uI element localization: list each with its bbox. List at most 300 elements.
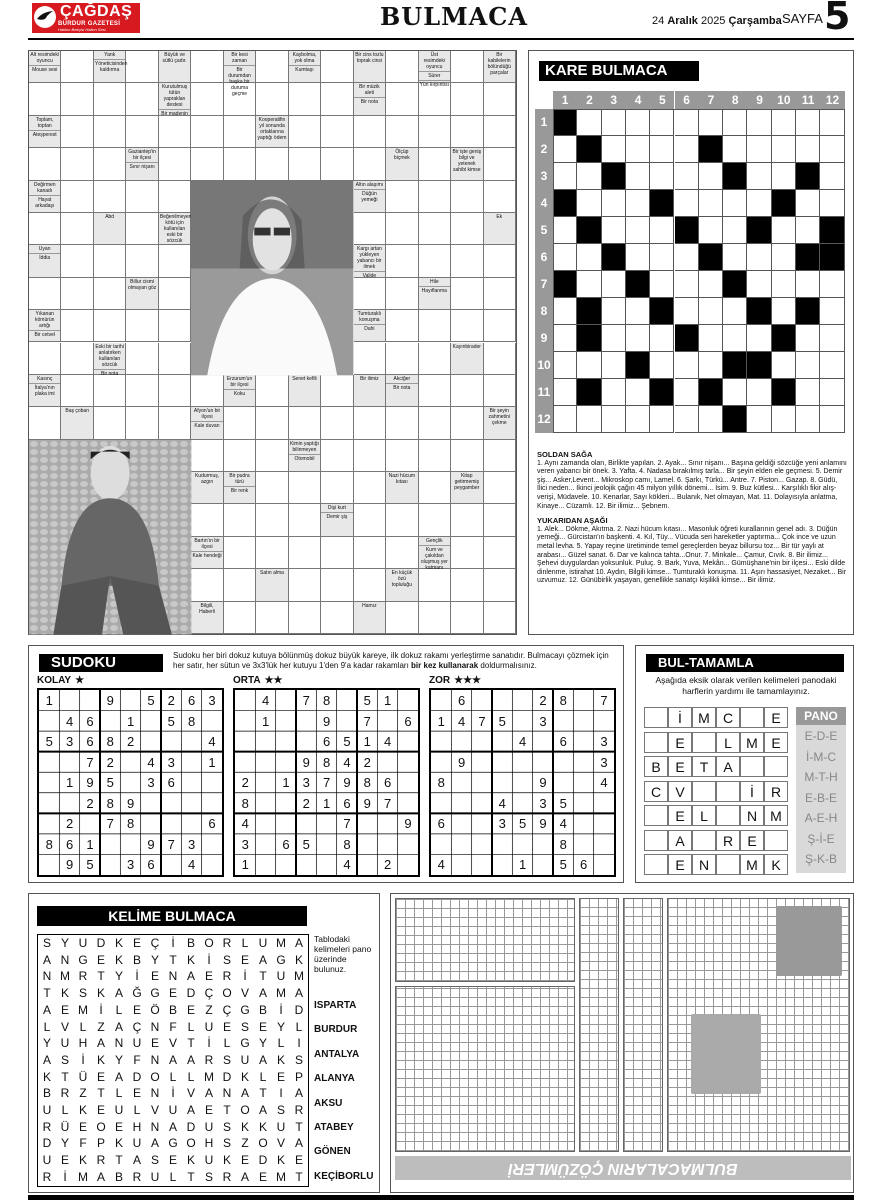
crossword-answer-cell[interactable] — [451, 537, 483, 569]
word-search-letter[interactable]: M — [294, 969, 304, 984]
word-search-letter[interactable]: L — [79, 1019, 87, 1034]
word-search-letter[interactable]: A — [42, 1052, 51, 1067]
word-search-letter[interactable]: İ — [135, 969, 139, 984]
crossword-answer-cell[interactable] — [61, 116, 93, 148]
sudoku-empty-cell[interactable] — [533, 752, 554, 773]
word-search-letter[interactable]: A — [204, 1086, 213, 1101]
crossword-answer-cell[interactable] — [354, 504, 386, 536]
word-search-letter[interactable]: G — [276, 952, 286, 967]
crossword-answer-cell[interactable] — [484, 181, 516, 213]
word-search-letter[interactable]: K — [186, 1153, 195, 1168]
crossword-answer-cell[interactable] — [354, 440, 386, 472]
sudoku-empty-cell[interactable] — [472, 752, 493, 773]
sudoku-empty-cell[interactable] — [594, 711, 615, 732]
bul-tamamla-blank[interactable] — [716, 781, 740, 802]
word-search-letter[interactable]: S — [222, 1052, 231, 1067]
word-search-letter[interactable]: S — [42, 936, 51, 950]
crossword-answer-cell[interactable] — [484, 148, 516, 180]
word-search-letter[interactable]: D — [222, 1069, 232, 1084]
word-search-letter[interactable]: P — [96, 1136, 105, 1151]
word-search-letter[interactable]: E — [96, 1069, 105, 1084]
word-search-letter[interactable]: E — [258, 1019, 267, 1034]
word-search-letter[interactable]: R — [204, 1052, 214, 1067]
crossword-answer-cell[interactable] — [386, 537, 418, 569]
bul-tamamla-blank[interactable] — [740, 707, 764, 728]
sudoku-empty-cell[interactable] — [276, 731, 297, 752]
sudoku-empty-cell[interactable] — [255, 731, 276, 752]
crossword-answer-cell[interactable] — [484, 83, 516, 115]
sudoku-empty-cell[interactable] — [451, 813, 472, 834]
word-search-letter[interactable]: Y — [276, 1019, 285, 1034]
word-search-letter[interactable]: B — [132, 952, 141, 967]
sudoku-empty-cell[interactable] — [39, 711, 60, 732]
word-search-letter[interactable]: E — [132, 1002, 141, 1017]
word-search-letter[interactable]: P — [294, 1069, 303, 1084]
crossword-answer-cell[interactable] — [386, 181, 418, 213]
word-search-letter[interactable]: N — [42, 969, 52, 984]
word-search-letter[interactable]: E — [132, 1086, 141, 1101]
word-search-letter[interactable]: K — [60, 986, 69, 1001]
word-search-letter[interactable]: E — [240, 1153, 249, 1168]
crossword-answer-cell[interactable] — [126, 310, 158, 342]
sudoku-empty-cell[interactable] — [398, 752, 419, 773]
word-search-letter[interactable]: L — [43, 1019, 51, 1034]
sudoku-empty-cell[interactable] — [451, 854, 472, 875]
sudoku-empty-cell[interactable] — [235, 690, 256, 711]
word-search-letter[interactable]: S — [222, 1136, 231, 1151]
word-search-letter[interactable]: R — [294, 1103, 304, 1117]
word-search-letter[interactable]: O — [222, 986, 232, 1001]
sudoku-empty-cell[interactable] — [472, 793, 493, 814]
word-search-letter[interactable]: A — [258, 952, 267, 967]
sudoku-empty-cell[interactable] — [451, 834, 472, 855]
sudoku-empty-cell[interactable] — [357, 854, 378, 875]
word-search-letter[interactable]: A — [114, 1069, 123, 1084]
crossword-answer-cell[interactable] — [321, 602, 353, 634]
crossword-answer-cell[interactable] — [484, 537, 516, 569]
word-search-letter[interactable]: U — [42, 1103, 52, 1117]
crossword-answer-cell[interactable] — [419, 407, 451, 439]
sudoku-empty-cell[interactable] — [296, 731, 317, 752]
crossword-answer-cell[interactable] — [224, 83, 256, 115]
sudoku-empty-cell[interactable] — [573, 711, 594, 732]
word-search-letter[interactable]: İ — [171, 1086, 175, 1101]
sudoku-empty-cell[interactable] — [316, 813, 337, 834]
bul-tamamla-blank[interactable] — [764, 830, 788, 851]
sudoku-empty-cell[interactable] — [120, 690, 141, 711]
crossword-answer-cell[interactable] — [224, 602, 256, 634]
crossword-answer-cell[interactable] — [126, 213, 158, 245]
word-search-letter[interactable]: F — [169, 1019, 177, 1034]
sudoku-empty-cell[interactable] — [39, 752, 60, 773]
word-search-letter[interactable]: K — [78, 1103, 87, 1117]
word-search-letter[interactable]: K — [258, 1119, 267, 1134]
crossword-answer-cell[interactable] — [451, 245, 483, 277]
word-search-letter[interactable]: A — [150, 1136, 159, 1151]
word-search-letter[interactable]: L — [169, 1169, 177, 1184]
crossword-answer-cell[interactable] — [321, 569, 353, 601]
crossword-answer-cell[interactable] — [256, 407, 288, 439]
bul-tamamla-blank[interactable] — [692, 732, 716, 753]
word-search-letter[interactable]: Y — [42, 1036, 51, 1051]
word-search-letter[interactable]: L — [115, 1086, 123, 1101]
crossword-answer-cell[interactable] — [289, 537, 321, 569]
word-search-letter[interactable]: E — [186, 1002, 195, 1017]
word-search-letter[interactable]: T — [223, 1103, 231, 1117]
word-search-letter[interactable]: F — [79, 1136, 87, 1151]
word-search-letter[interactable]: F — [133, 1052, 141, 1067]
crossword-answer-cell[interactable] — [289, 83, 321, 115]
word-search-letter[interactable]: T — [115, 1153, 123, 1168]
word-search-letter[interactable]: S — [78, 986, 87, 1001]
sudoku-empty-cell[interactable] — [512, 690, 533, 711]
sudoku-empty-cell[interactable] — [296, 854, 317, 875]
crossword-answer-cell[interactable] — [256, 537, 288, 569]
sudoku-empty-cell[interactable] — [553, 752, 574, 773]
word-search-letter[interactable]: T — [97, 1086, 105, 1101]
crossword-answer-cell[interactable] — [321, 116, 353, 148]
sudoku-empty-cell[interactable] — [451, 793, 472, 814]
crossword-answer-cell[interactable] — [354, 116, 386, 148]
word-search-letter[interactable]: A — [294, 1136, 303, 1151]
sudoku-empty-cell[interactable] — [255, 834, 276, 855]
crossword-answer-cell[interactable] — [321, 407, 353, 439]
crossword-answer-cell[interactable] — [94, 407, 126, 439]
crossword-answer-cell[interactable] — [354, 407, 386, 439]
crossword-answer-cell[interactable] — [354, 472, 386, 504]
crossword-answer-cell[interactable] — [451, 51, 483, 83]
crossword-answer-cell[interactable] — [191, 440, 223, 472]
crossword-answer-cell[interactable] — [321, 472, 353, 504]
sudoku-empty-cell[interactable] — [120, 834, 141, 855]
word-search-letter[interactable]: K — [114, 952, 123, 967]
crossword-answer-cell[interactable] — [191, 504, 223, 536]
word-search-letter[interactable]: U — [204, 1119, 214, 1134]
word-search-letter[interactable]: M — [78, 1002, 88, 1017]
word-search-letter[interactable]: T — [187, 1169, 195, 1184]
sudoku-empty-cell[interactable] — [472, 731, 493, 752]
word-search-letter[interactable]: D — [258, 1153, 268, 1168]
word-search-letter[interactable]: N — [150, 1119, 160, 1134]
word-search-letter[interactable]: İ — [243, 969, 247, 984]
word-search-letter[interactable]: L — [295, 1019, 303, 1034]
crossword-answer-cell[interactable] — [224, 116, 256, 148]
word-search-letter[interactable]: Ğ — [132, 986, 142, 1001]
crossword-answer-cell[interactable] — [321, 537, 353, 569]
word-search-letter[interactable]: Y — [60, 1136, 69, 1151]
crossword-answer-cell[interactable] — [191, 148, 223, 180]
sudoku-empty-cell[interactable] — [296, 813, 317, 834]
sudoku-empty-cell[interactable] — [255, 813, 276, 834]
crossword-answer-cell[interactable] — [126, 375, 158, 407]
crossword-answer-cell[interactable] — [224, 504, 256, 536]
sudoku-empty-cell[interactable] — [451, 731, 472, 752]
crossword-answer-cell[interactable] — [159, 343, 191, 375]
crossword-answer-cell[interactable] — [484, 116, 516, 148]
word-search-letter[interactable]: K — [78, 1153, 87, 1168]
crossword-answer-cell[interactable] — [159, 116, 191, 148]
word-search-letter[interactable]: U — [276, 969, 286, 984]
word-search-letter[interactable]: R — [132, 1169, 142, 1184]
sudoku-empty-cell[interactable] — [594, 854, 615, 875]
crossword-answer-cell[interactable] — [289, 602, 321, 634]
sudoku-empty-cell[interactable] — [472, 854, 493, 875]
crossword-answer-cell[interactable] — [419, 504, 451, 536]
sudoku-empty-cell[interactable] — [100, 834, 121, 855]
crossword-answer-cell[interactable] — [224, 407, 256, 439]
crossword-answer-cell[interactable] — [451, 181, 483, 213]
crossword-answer-cell[interactable] — [354, 537, 386, 569]
crossword-answer-cell[interactable] — [256, 148, 288, 180]
sudoku-empty-cell[interactable] — [161, 793, 182, 814]
word-search-letter[interactable]: M — [60, 969, 70, 984]
sudoku-empty-cell[interactable] — [39, 793, 60, 814]
word-search-letter[interactable]: S — [222, 952, 231, 967]
word-search-letter[interactable]: I — [279, 1086, 283, 1101]
sudoku-empty-cell[interactable] — [512, 793, 533, 814]
crossword-answer-cell[interactable] — [61, 278, 93, 310]
crossword-answer-cell[interactable] — [484, 504, 516, 536]
sudoku-empty-cell[interactable] — [431, 752, 452, 773]
sudoku-empty-cell[interactable] — [573, 772, 594, 793]
sudoku-empty-cell[interactable] — [316, 834, 337, 855]
sudoku-empty-cell[interactable] — [141, 793, 162, 814]
word-search-letter[interactable]: E — [204, 969, 213, 984]
crossword-answer-cell[interactable] — [484, 472, 516, 504]
word-search-letter[interactable]: K — [276, 1052, 285, 1067]
crossword-answer-cell[interactable] — [386, 278, 418, 310]
word-search-letter[interactable]: V — [168, 1036, 177, 1051]
crossword-answer-cell[interactable] — [289, 407, 321, 439]
crossword-answer-cell[interactable] — [386, 602, 418, 634]
word-search-letter[interactable]: Ü — [60, 1119, 70, 1134]
crossword-answer-cell[interactable] — [256, 51, 288, 83]
crossword-answer-cell[interactable] — [419, 440, 451, 472]
crossword-answer-cell[interactable] — [126, 181, 158, 213]
word-search-letter[interactable]: İ — [207, 1036, 211, 1051]
word-search-letter[interactable]: Z — [79, 1086, 87, 1101]
word-search-letter[interactable]: L — [61, 1103, 69, 1117]
word-search-letter[interactable]: Z — [205, 1002, 213, 1017]
word-search-letter[interactable]: E — [294, 1153, 303, 1168]
crossword-answer-cell[interactable] — [451, 83, 483, 115]
word-search-letter[interactable]: D — [186, 986, 196, 1001]
word-search-letter[interactable]: T — [61, 1069, 69, 1084]
word-search-letter[interactable]: A — [294, 1086, 303, 1101]
crossword-answer-cell[interactable] — [484, 310, 516, 342]
crossword-answer-cell[interactable] — [126, 343, 158, 375]
crossword-answer-cell[interactable] — [289, 148, 321, 180]
word-search-letter[interactable]: L — [115, 1002, 123, 1017]
word-search-letter[interactable]: T — [259, 969, 267, 984]
word-search-letter[interactable]: A — [240, 1086, 249, 1101]
word-search-letter[interactable]: V — [276, 1136, 285, 1151]
crossword-answer-cell[interactable] — [386, 51, 418, 83]
sudoku-empty-cell[interactable] — [120, 772, 141, 793]
bul-tamamla-blank[interactable] — [716, 805, 740, 826]
word-search-letter[interactable]: O — [258, 1136, 268, 1151]
crossword-answer-cell[interactable] — [419, 245, 451, 277]
crossword-answer-cell[interactable] — [451, 116, 483, 148]
word-search-letter[interactable]: A — [186, 1103, 195, 1117]
crossword-answer-cell[interactable] — [484, 440, 516, 472]
word-search-letter[interactable]: Y — [114, 1052, 123, 1067]
word-search-letter[interactable]: L — [223, 1036, 231, 1051]
word-search-letter[interactable]: M — [78, 1169, 88, 1184]
word-search-letter[interactable]: M — [276, 986, 286, 1001]
sudoku-empty-cell[interactable] — [492, 854, 513, 875]
word-search-letter[interactable]: D — [96, 936, 106, 950]
sudoku-empty-cell[interactable] — [276, 813, 297, 834]
sudoku-empty-cell[interactable] — [512, 752, 533, 773]
word-search-letter[interactable]: A — [294, 986, 303, 1001]
crossword-answer-cell[interactable] — [159, 310, 191, 342]
word-search-letter[interactable]: K — [240, 1119, 249, 1134]
crossword-answer-cell[interactable] — [159, 278, 191, 310]
word-search-letter[interactable]: E — [132, 936, 141, 950]
word-search-letter[interactable]: A — [114, 986, 123, 1001]
word-search-letter[interactable]: H — [78, 1036, 88, 1051]
crossword-answer-cell[interactable] — [159, 181, 191, 213]
word-search-letter[interactable]: A — [114, 1019, 123, 1034]
bul-tamamla-blank[interactable] — [644, 830, 668, 851]
crossword-answer-cell[interactable] — [451, 278, 483, 310]
crossword-answer-cell[interactable] — [289, 472, 321, 504]
word-search-letter[interactable]: G — [168, 1136, 178, 1151]
sudoku-empty-cell[interactable] — [255, 772, 276, 793]
sudoku-empty-cell[interactable] — [512, 772, 533, 793]
crossword-answer-cell[interactable] — [386, 343, 418, 375]
word-search-letter[interactable]: H — [132, 1119, 142, 1134]
crossword-answer-cell[interactable] — [419, 569, 451, 601]
word-search-letter[interactable]: E — [276, 1069, 285, 1084]
sudoku-empty-cell[interactable] — [39, 854, 60, 875]
crossword-answer-cell[interactable] — [419, 343, 451, 375]
word-search-letter[interactable]: M — [276, 936, 286, 950]
word-search-letter[interactable]: K — [186, 952, 195, 967]
word-search-letter[interactable]: A — [42, 952, 51, 967]
crossword-answer-cell[interactable] — [191, 569, 223, 601]
sudoku-empty-cell[interactable] — [431, 731, 452, 752]
word-search-letter[interactable]: G — [240, 1036, 250, 1051]
sudoku-empty-cell[interactable] — [594, 813, 615, 834]
crossword-answer-cell[interactable] — [321, 440, 353, 472]
word-search-letter[interactable]: E — [78, 1119, 87, 1134]
word-search-letter[interactable]: K — [240, 1069, 249, 1084]
sudoku-empty-cell[interactable] — [235, 752, 256, 773]
word-search-letter[interactable]: Ç — [204, 986, 214, 1001]
word-search-letter[interactable]: A — [168, 1119, 177, 1134]
word-search-letter[interactable]: O — [96, 1119, 106, 1134]
crossword-answer-cell[interactable] — [61, 181, 93, 213]
crossword-answer-cell[interactable] — [191, 116, 223, 148]
word-search-letter[interactable]: Y — [150, 952, 159, 967]
crossword-answer-cell[interactable] — [289, 569, 321, 601]
bul-tamamla-blank[interactable] — [644, 732, 668, 753]
bul-tamamla-blank[interactable] — [692, 781, 716, 802]
word-search-letter[interactable]: S — [294, 1052, 303, 1067]
word-search-letter[interactable]: E — [168, 986, 177, 1001]
crossword-answer-cell[interactable] — [386, 83, 418, 115]
word-search-letter[interactable]: Ç — [222, 1002, 232, 1017]
sudoku-empty-cell[interactable] — [573, 813, 594, 834]
word-search-letter[interactable]: E — [114, 1119, 123, 1134]
sudoku-empty-cell[interactable] — [398, 731, 419, 752]
crossword-answer-cell[interactable] — [419, 310, 451, 342]
word-search-letter[interactable]: R — [42, 1119, 52, 1134]
crossword-answer-cell[interactable] — [484, 569, 516, 601]
word-search-letter[interactable]: İ — [81, 1052, 85, 1067]
crossword-answer-cell[interactable] — [484, 245, 516, 277]
sudoku-empty-cell[interactable] — [492, 690, 513, 711]
word-search-letter[interactable]: E — [168, 1153, 177, 1168]
word-search-letter[interactable]: E — [240, 952, 249, 967]
word-search-letter[interactable]: K — [276, 1153, 285, 1168]
word-search-letter[interactable]: E — [150, 1036, 159, 1051]
sudoku-empty-cell[interactable] — [181, 731, 202, 752]
word-search-letter[interactable]: H — [204, 1136, 214, 1151]
crossword-answer-cell[interactable] — [256, 602, 288, 634]
word-search-letter[interactable]: E — [204, 1103, 213, 1117]
crossword-answer-cell[interactable] — [256, 375, 288, 407]
crossword-answer-cell[interactable] — [94, 310, 126, 342]
word-search-letter[interactable]: O — [186, 1136, 196, 1151]
word-search-letter[interactable]: K — [222, 1153, 231, 1168]
sudoku-empty-cell[interactable] — [357, 813, 378, 834]
word-search-letter[interactable]: E — [60, 1153, 69, 1168]
crossword-answer-cell[interactable] — [451, 504, 483, 536]
crossword-answer-cell[interactable] — [354, 278, 386, 310]
word-search-letter[interactable]: R — [96, 1153, 106, 1168]
bul-tamamla-blank[interactable] — [716, 854, 740, 875]
crossword-answer-cell[interactable] — [354, 569, 386, 601]
crossword-answer-cell[interactable] — [451, 602, 483, 634]
word-search-letter[interactable]: O — [204, 936, 214, 950]
sudoku-empty-cell[interactable] — [431, 793, 452, 814]
sudoku-empty-cell[interactable] — [80, 690, 101, 711]
crossword-answer-cell[interactable] — [256, 83, 288, 115]
crossword-answer-cell[interactable] — [419, 602, 451, 634]
sudoku-empty-cell[interactable] — [181, 772, 202, 793]
bul-tamamla-blank[interactable] — [644, 707, 668, 728]
crossword-answer-cell[interactable] — [126, 407, 158, 439]
word-search-letter[interactable]: D — [294, 1002, 304, 1017]
word-search-letter[interactable]: N — [150, 1086, 160, 1101]
crossword-answer-cell[interactable] — [94, 83, 126, 115]
crossword-answer-cell[interactable] — [386, 310, 418, 342]
crossword-answer-cell[interactable] — [126, 245, 158, 277]
crossword-answer-cell[interactable] — [61, 375, 93, 407]
crossword-answer-cell[interactable] — [419, 148, 451, 180]
word-search-letter[interactable]: A — [186, 1052, 195, 1067]
word-search-letter[interactable]: T — [295, 1169, 303, 1184]
word-search-letter[interactable]: S — [150, 1153, 159, 1168]
word-search-letter[interactable]: K — [114, 936, 123, 950]
word-search-letter[interactable]: R — [78, 969, 88, 984]
sudoku-empty-cell[interactable] — [398, 834, 419, 855]
crossword-answer-cell[interactable] — [484, 278, 516, 310]
sudoku-empty-cell[interactable] — [161, 854, 182, 875]
crossword-answer-cell[interactable] — [484, 343, 516, 375]
sudoku-empty-cell[interactable] — [431, 690, 452, 711]
sudoku-empty-cell[interactable] — [573, 834, 594, 855]
word-search-letter[interactable]: İ — [99, 1002, 103, 1017]
sudoku-empty-cell[interactable] — [276, 690, 297, 711]
crossword-answer-cell[interactable] — [386, 440, 418, 472]
word-search-letter[interactable]: K — [96, 1052, 105, 1067]
word-search-letter[interactable]: M — [204, 1069, 214, 1084]
crossword-answer-cell[interactable] — [94, 245, 126, 277]
